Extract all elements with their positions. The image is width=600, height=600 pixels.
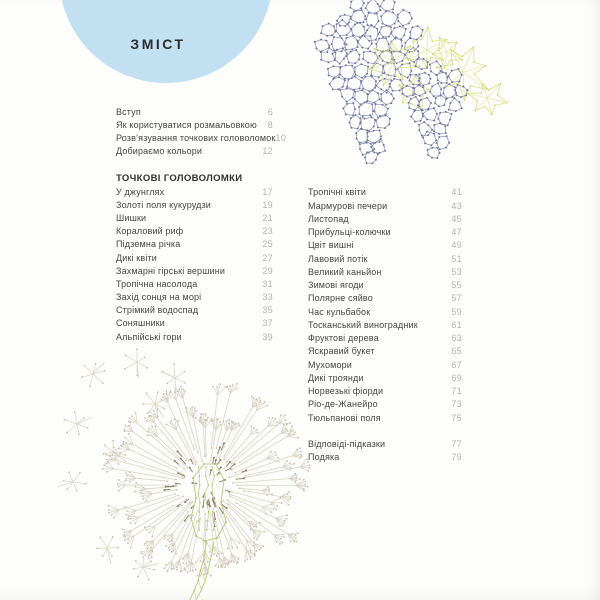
toc-entry-page-number: 51	[451, 253, 462, 264]
toc-puzzles-left-column	[116, 185, 273, 343]
toc-entry	[308, 411, 462, 424]
toc-entry	[116, 106, 273, 119]
toc-entry	[116, 185, 273, 198]
toc-entry-title: Фруктові дерева	[308, 333, 379, 344]
toc-entry-title: Як користуватися розмальовкою	[116, 120, 257, 131]
toc-entry-page-number: 6	[267, 107, 273, 118]
toc-entry-page-number: 17	[262, 186, 273, 197]
toc-entry	[116, 132, 287, 145]
toc-entry-page-number: 23	[262, 226, 273, 237]
toc-intro-list	[116, 106, 287, 157]
toc-entry-title: Стрімкий водоспад	[116, 305, 199, 316]
toc-entry-title: У джунглях	[116, 186, 165, 197]
section-header-dot-puzzles: ТОЧКОВІ ГОЛОВОЛОМКИ	[116, 173, 243, 184]
toc-entry	[116, 119, 273, 132]
toc-entry-page-number: 45	[451, 213, 462, 224]
toc-entry-page-number: 63	[451, 333, 462, 344]
toc-entry-page-number: 41	[451, 187, 462, 198]
toc-entry-page-number: 65	[451, 346, 462, 357]
toc-entry	[116, 291, 273, 304]
toc-entry-title: Лавовий потік	[308, 253, 368, 264]
toc-puzzles-right-column	[308, 186, 462, 425]
toc-entry	[308, 345, 462, 358]
toc-entry-title: Відповіді-підказки	[308, 438, 386, 449]
toc-entry	[308, 385, 462, 398]
toc-entry-title: Розв’язування точкових головоломок	[116, 132, 276, 143]
toc-entry	[308, 265, 462, 278]
toc-entry-title: Великий каньйон	[308, 266, 382, 277]
toc-entry-page-number: 75	[451, 412, 462, 423]
toc-entry-title: Мухомори	[308, 359, 352, 370]
toc-entry	[116, 211, 273, 224]
toc-entry-page-number: 21	[262, 212, 273, 223]
toc-entry-page-number: 39	[262, 331, 273, 342]
toc-entry-title: Цвіт вишні	[308, 240, 354, 251]
toc-entry-page-number: 35	[262, 305, 273, 316]
toc-entry-page-number: 10	[275, 132, 287, 143]
toc-entry-title: Мармурові печери	[308, 200, 388, 211]
toc-entry	[308, 437, 462, 450]
toc-entry-page-number: 71	[451, 386, 462, 397]
toc-entry	[308, 239, 462, 252]
toc-entry	[116, 251, 273, 264]
toc-entry-title: Подяка	[308, 452, 340, 463]
toc-entry-page-number: 27	[262, 252, 273, 263]
toc-entry-page-number: 79	[451, 452, 462, 463]
grapes-dot-to-dot-illustration	[315, 0, 515, 170]
toc-entry	[308, 305, 462, 318]
toc-entry-title: Прибульці-колючки	[308, 227, 391, 238]
toc-entry-page-number: 53	[451, 266, 462, 277]
toc-entry	[116, 144, 273, 157]
toc-entry	[308, 226, 462, 239]
toc-entry	[116, 277, 273, 290]
toc-entry-title: Тропічна насолода	[116, 278, 198, 289]
toc-entry	[308, 186, 462, 199]
toc-entry-page-number: 31	[262, 278, 273, 289]
toc-entry-page-number: 8	[267, 120, 273, 131]
toc-entry	[116, 198, 273, 211]
toc-entry	[308, 371, 462, 384]
toc-entry-page-number: 47	[451, 227, 462, 238]
toc-entry-page-number: 33	[262, 292, 273, 303]
toc-entry-page-number: 55	[451, 280, 462, 291]
toc-entry-page-number: 37	[262, 318, 273, 329]
toc-entry-page-number: 49	[451, 240, 462, 251]
toc-entry-title: Захмарні гірські вершини	[116, 265, 226, 276]
toc-entry-title: Дикі троянди	[308, 372, 364, 383]
toc-entry-page-number: 29	[262, 265, 273, 276]
toc-entry-title: Листопад	[308, 213, 349, 224]
toc-entry-title: Зимові ягоди	[308, 280, 364, 291]
toc-entry-title: Соняшники	[116, 318, 165, 329]
toc-entry-title: Дикі квіти	[116, 252, 157, 263]
toc-entry-title: Золоті поля кукурудзи	[116, 199, 211, 210]
toc-entry-page-number: 77	[451, 438, 462, 449]
toc-entry	[308, 279, 462, 292]
toc-entry-title: Шишки	[116, 212, 147, 223]
toc-entry-page-number: 61	[451, 319, 462, 330]
toc-entry-page-number: 57	[451, 293, 462, 304]
toc-entry	[308, 450, 462, 463]
toc-entry-title: Норвезькі фіорди	[308, 386, 384, 397]
toc-entry-title: Альпійські гори	[116, 331, 182, 342]
toc-entry-page-number: 12	[262, 145, 273, 156]
toc-entry-title: Підземна річка	[116, 239, 181, 250]
toc-entry	[116, 330, 273, 343]
toc-entry-page-number: 59	[451, 306, 462, 317]
toc-entry	[308, 358, 462, 371]
toc-entry-title: Полярне сяйво	[308, 293, 373, 304]
toc-entry	[308, 252, 462, 265]
toc-entry-title: Кораловий риф	[116, 226, 184, 237]
dandelion-dot-to-dot-illustration	[55, 352, 335, 600]
toc-entry-title: Яскравий букет	[308, 346, 375, 357]
toc-entry	[308, 332, 462, 345]
toc-entry-page-number: 25	[262, 239, 273, 250]
toc-back-matter-list	[308, 437, 462, 464]
toc-entry	[308, 212, 462, 225]
toc-entry	[116, 317, 273, 330]
toc-entry	[116, 304, 273, 317]
toc-entry	[308, 292, 462, 305]
toc-entry-title: Тропічні квіти	[308, 187, 367, 198]
toc-entry	[116, 264, 273, 277]
toc-entry	[116, 238, 273, 251]
toc-entry-title: Захід сонця на морі	[116, 292, 202, 303]
toc-entry-title: Вступ	[116, 107, 141, 118]
toc-entry-page-number: 43	[451, 200, 462, 211]
toc-entry-title: Тюльпанові поля	[308, 412, 381, 423]
toc-entry-page-number: 67	[451, 359, 462, 370]
toc-entry-title: Добираємо кольори	[116, 145, 203, 156]
toc-entry	[308, 398, 462, 411]
toc-entry-page-number: 19	[262, 199, 273, 210]
toc-entry-title: Тосканський виноградник	[308, 319, 418, 330]
toc-entry-page-number: 73	[451, 399, 462, 410]
toc-entry	[308, 318, 462, 331]
toc-entry	[308, 199, 462, 212]
page-title: ЗМІСТ	[130, 36, 186, 52]
toc-entry-title: Ріо-де-Жанейро	[308, 399, 378, 410]
toc-entry	[116, 225, 273, 238]
toc-entry-title: Час кульбабок	[308, 306, 371, 317]
toc-entry-page-number: 69	[451, 372, 462, 383]
